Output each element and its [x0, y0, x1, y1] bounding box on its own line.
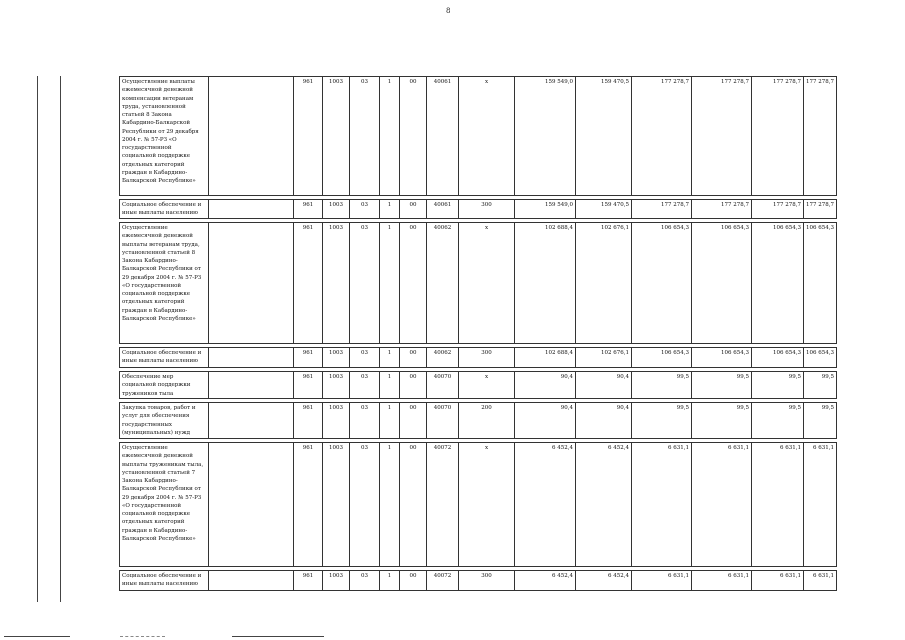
expense-type-code: 200	[459, 403, 515, 439]
amount-cell: 102 688,4	[515, 348, 576, 368]
expense-type-code: 300	[459, 571, 515, 591]
ministry-code: 961	[294, 443, 323, 567]
expense-type-code: x	[459, 372, 515, 399]
expense-type-code: 300	[459, 200, 515, 219]
amount-cell: 6 631,1	[752, 443, 804, 567]
amount-cell: 102 688,4	[515, 223, 576, 344]
footer-rule	[120, 636, 165, 637]
margin-line	[60, 76, 61, 602]
row-name: Осуществление ежемесячной денежной выплаты труженикам тыла, установленной статьей 7 Закона Кабардино-Балкарской Республики от 29 декабря 2004 г. № 57-РЗ «О государственной социальной поддержке отдельных категорий граждан в Кабардино-Балкарской Республике»	[120, 443, 209, 567]
table-row	[120, 223, 837, 344]
table-row	[120, 403, 837, 439]
expense-type-code: x	[459, 443, 515, 567]
row-name: Закупка товаров, работ и услуг для обеспечения государственных (муниципальных) нужд	[120, 403, 209, 439]
direction-code: 40062	[427, 348, 459, 368]
direction-code: 40062	[427, 223, 459, 344]
subprogram-code: 1	[380, 443, 400, 567]
subprogram-code: 1	[380, 372, 400, 399]
section-code: 1003	[323, 200, 350, 219]
program-code: 03	[350, 372, 380, 399]
subprogram-code: 1	[380, 403, 400, 439]
budget-table	[119, 76, 837, 591]
amount-cell: 159 549,0	[515, 200, 576, 219]
amount-cell: 99,5	[804, 403, 837, 439]
expense-type-code: x	[459, 223, 515, 344]
amount-cell: 6 631,1	[804, 571, 837, 591]
amount-cell: 90,4	[576, 403, 632, 439]
amount-cell: 99,5	[632, 372, 692, 399]
section-code: 1003	[323, 372, 350, 399]
amount-cell: 177 278,7	[804, 77, 837, 196]
amount-cell: 177 278,7	[632, 200, 692, 219]
amount-cell: 6 452,4	[515, 571, 576, 591]
subprogram-code: 1	[380, 200, 400, 219]
amount-cell: 102 676,1	[576, 348, 632, 368]
amount-cell: 106 654,3	[752, 223, 804, 344]
row-name: Социальное обеспечение и иные выплаты населению	[120, 571, 209, 591]
table-row	[120, 77, 837, 196]
amount-cell: 90,4	[515, 403, 576, 439]
amount-cell: 6 631,1	[632, 571, 692, 591]
amount-cell: 177 278,7	[692, 200, 752, 219]
table-row	[120, 348, 837, 368]
ministry-code: 961	[294, 200, 323, 219]
direction-code: 40070	[427, 403, 459, 439]
row-name: Социальное обеспечение и иные выплаты населению	[120, 200, 209, 219]
amount-cell: 106 654,3	[804, 348, 837, 368]
footer-rule	[232, 636, 324, 637]
ministry-code: 961	[294, 77, 323, 196]
main-measure-code: 00	[400, 403, 427, 439]
amount-cell: 106 654,3	[632, 223, 692, 344]
amount-cell: 6 452,4	[576, 571, 632, 591]
amount-cell: 99,5	[804, 372, 837, 399]
amount-cell: 6 452,4	[576, 443, 632, 567]
row-name: Осуществление ежемесячной денежной выплаты ветеранам труда, установленной статьей 8 Закона Кабардино-Балкарской Республики от 29 декабря 2004 г. № 57-РЗ «О государственной социальной поддержке отдельных категорий граждан в Кабардино-Балкарской Республике»	[120, 223, 209, 344]
amount-cell: 6 631,1	[752, 571, 804, 591]
expense-type-code: x	[459, 77, 515, 196]
amount-cell: 99,5	[692, 403, 752, 439]
main-measure-code: 00	[400, 372, 427, 399]
amount-cell: 6 452,4	[515, 443, 576, 567]
table-row	[120, 571, 837, 591]
amount-cell: 106 654,3	[632, 348, 692, 368]
amount-cell: 99,5	[692, 372, 752, 399]
program-code: 03	[350, 77, 380, 196]
section-code: 1003	[323, 77, 350, 196]
program-code: 03	[350, 223, 380, 344]
amount-cell: 99,5	[632, 403, 692, 439]
subprogram-code: 1	[380, 571, 400, 591]
amount-cell: 90,4	[515, 372, 576, 399]
page-number: 8	[446, 7, 451, 15]
main-measure-code: 00	[400, 571, 427, 591]
direction-code: 40061	[427, 200, 459, 219]
row-name: Обеспечение мер социальной поддержки тружеников тыла	[120, 372, 209, 399]
expense-type-code: 300	[459, 348, 515, 368]
amount-cell: 159 470,5	[576, 200, 632, 219]
amount-cell: 6 631,1	[692, 443, 752, 567]
program-code: 03	[350, 443, 380, 567]
direction-code: 40070	[427, 372, 459, 399]
section-code: 1003	[323, 348, 350, 368]
amount-cell: 106 654,3	[692, 223, 752, 344]
ministry-code: 961	[294, 348, 323, 368]
subprogram-code: 1	[380, 348, 400, 368]
section-code: 1003	[323, 223, 350, 344]
margin-line	[37, 76, 38, 602]
main-measure-code: 00	[400, 223, 427, 344]
program-code: 03	[350, 403, 380, 439]
section-code: 1003	[323, 571, 350, 591]
direction-code: 40072	[427, 571, 459, 591]
subprogram-code: 1	[380, 223, 400, 344]
amount-cell: 99,5	[752, 403, 804, 439]
main-measure-code: 00	[400, 348, 427, 368]
ministry-code: 961	[294, 403, 323, 439]
main-measure-code: 00	[400, 200, 427, 219]
main-measure-code: 00	[400, 77, 427, 196]
table-row	[120, 372, 837, 399]
subprogram-code: 1	[380, 77, 400, 196]
amount-cell: 159 470,5	[576, 77, 632, 196]
program-code: 03	[350, 571, 380, 591]
amount-cell: 106 654,3	[752, 348, 804, 368]
amount-cell: 6 631,1	[632, 443, 692, 567]
amount-cell: 177 278,7	[804, 200, 837, 219]
amount-cell: 177 278,7	[752, 200, 804, 219]
amount-cell: 106 654,3	[804, 223, 837, 344]
row-name: Осуществление выплаты ежемесячной денежной компенсации ветеранам труда, установленной статьей 8 Закона Кабардино-Балкарской Республики от 29 декабря 2004 г. № 57-РЗ «О государственной социальной поддержке отдельных категорий граждан в Кабардино-Балкарской Республике»	[120, 77, 209, 196]
amount-cell: 99,5	[752, 372, 804, 399]
amount-cell: 6 631,1	[692, 571, 752, 591]
amount-cell: 177 278,7	[752, 77, 804, 196]
amount-cell: 102 676,1	[576, 223, 632, 344]
section-code: 1003	[323, 443, 350, 567]
table-row	[120, 443, 837, 567]
amount-cell: 177 278,7	[632, 77, 692, 196]
amount-cell: 6 631,1	[804, 443, 837, 567]
ministry-code: 961	[294, 571, 323, 591]
amount-cell: 106 654,3	[692, 348, 752, 368]
direction-code: 40061	[427, 77, 459, 196]
amount-cell: 90,4	[576, 372, 632, 399]
footer-rule	[4, 636, 70, 637]
program-code: 03	[350, 200, 380, 219]
direction-code: 40072	[427, 443, 459, 567]
table-row	[120, 200, 837, 219]
row-name: Социальное обеспечение и иные выплаты населению	[120, 348, 209, 368]
section-code: 1003	[323, 403, 350, 439]
ministry-code: 961	[294, 372, 323, 399]
ministry-code: 961	[294, 223, 323, 344]
amount-cell: 177 278,7	[692, 77, 752, 196]
amount-cell: 159 549,0	[515, 77, 576, 196]
main-measure-code: 00	[400, 443, 427, 567]
program-code: 03	[350, 348, 380, 368]
